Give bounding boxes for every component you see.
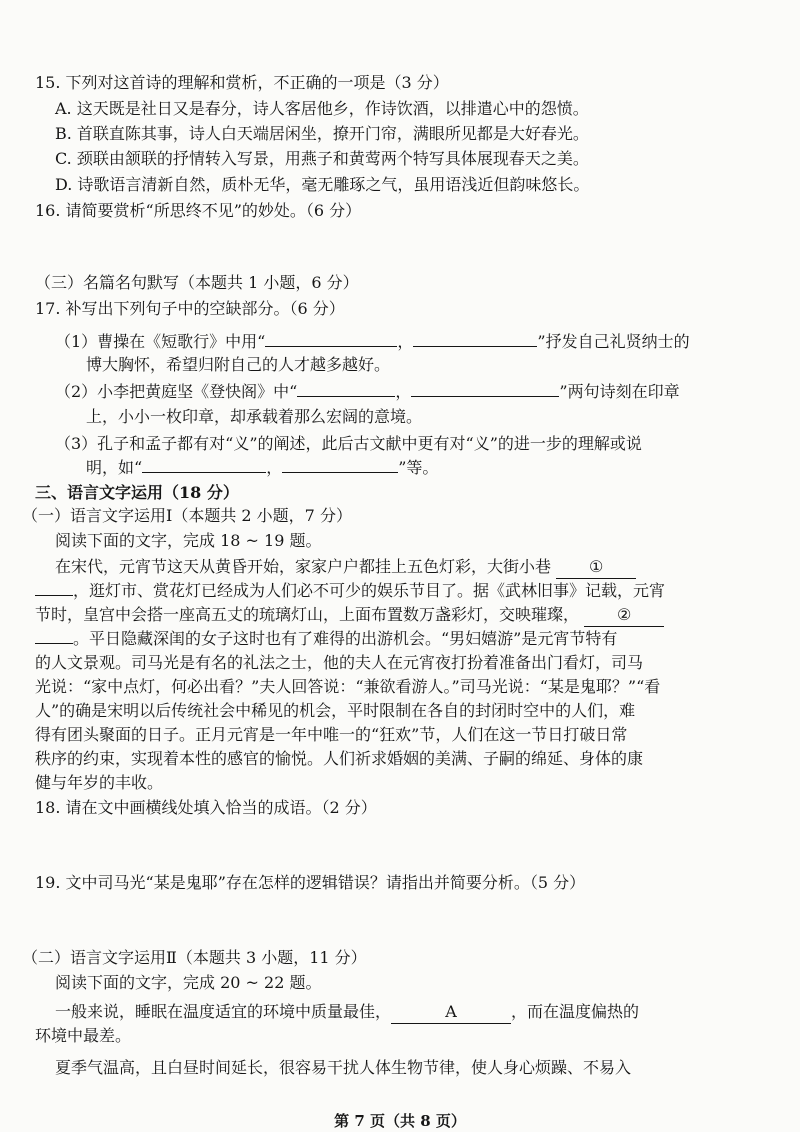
passage-text: 节时，皇宫中会搭一座高五丈的琉璃灯山，上面布置数万盏彩灯，交映璀璨， (35, 605, 580, 624)
passage-text: 一般来说，睡眠在温度适宜的环境中质量最佳， (55, 1002, 392, 1021)
q15-option-b: B. 首联直陈其事，诗人白天端居闲坐，撩开门帘，满眼所见都是大好春光。 (55, 124, 589, 143)
q17-sentence-2-line-1 (55, 381, 680, 403)
sub-section-2-instruction: 阅读下面的文字，完成 20 ~ 22 题。 (55, 973, 322, 992)
passage-2-line-2: 环境中最差。 (35, 1026, 132, 1045)
blank-a[interactable]: A (391, 1001, 511, 1024)
blank-marker-1: ① (556, 556, 636, 579)
passage-text: ，而在温度偏热的 (511, 1002, 640, 1021)
sub-section-2-heading: （二）语言文字运用Ⅱ（本题共 3 小题，11 分） (22, 948, 367, 967)
answer-blank[interactable] (411, 381, 559, 397)
q18-stem: 18. 请在文中画横线处填入恰当的成语。（2 分） (35, 798, 377, 817)
q17-s3-prefix: 明，如“ (86, 458, 143, 477)
passage-2-line-1 (55, 1001, 639, 1023)
passage-line-6: 光说：“家中点灯，何必出看？”夫人回答说：“兼欲看游人。”司马光说：“某是鬼耶？”“看 (35, 677, 661, 696)
answer-blank[interactable] (265, 331, 397, 347)
answer-blank[interactable] (35, 580, 73, 596)
section-famous-lines-heading: （三）名篇名句默写（本题共 1 小题，6 分） (35, 273, 359, 292)
answer-blank[interactable] (35, 628, 73, 644)
comma: ， (397, 332, 414, 351)
q17-stem: 17. 补写出下列句子中的空缺部分。（6 分） (35, 299, 345, 318)
q17-s1-suffix: ”抒发自己礼贤纳士的 (537, 332, 690, 351)
q17-s2-prefix: （2）小李把黄庭坚《登快阁》中“ (55, 382, 298, 401)
sub-section-1-instruction: 阅读下面的文字，完成 18 ~ 19 题。 (55, 531, 322, 550)
page-number: 第 7 页（共 8 页） (334, 1112, 466, 1130)
q16-stem: 16. 请简要赏析“所思终不见”的妙处。（6 分） (35, 201, 362, 220)
passage-line-5: 的人文景观。司马光是有名的礼法之士，他的夫人在元宵夜打扮着准备出门看灯，司马 (35, 653, 644, 672)
q15-option-a: A. 这天既是社日又是春分，诗人客居他乡，作诗饮酒，以排遣心中的怨愤。 (55, 99, 589, 118)
passage-line-8: 得有团头聚面的日子。正月元宵是一年中唯一的“狂欢”节，人们在这一节日打破日常 (35, 725, 628, 744)
blank-marker-2: ② (584, 604, 664, 627)
passage-line-2 (35, 580, 665, 602)
comma: ， (395, 382, 412, 401)
passage-line-4 (35, 628, 617, 650)
sub-section-1-heading: （一）语言文字运用Ⅰ（本题共 2 小题，7 分） (22, 506, 352, 525)
passage-line-3 (35, 604, 664, 626)
q17-sentence-1-line-1 (55, 331, 690, 353)
passage-text: 。平日隐藏深闺的女子这时也有了难得的出游机会。“男妇嬉游”是元宵节特有 (73, 629, 618, 648)
passage-2-line-3: 夏季气温高，且白昼时间延长，很容易干扰人体生物节律，使人身心烦躁、不易入 (55, 1058, 632, 1077)
q15-option-c: C. 颈联由颔联的抒情转入写景，用燕子和黄莺两个特写具体展现春天之美。 (55, 149, 589, 168)
answer-blank[interactable] (282, 457, 398, 473)
q17-sentence-2-line-2: 上，小小一枚印章，却承载着那么宏阔的意境。 (86, 407, 423, 426)
answer-blank[interactable] (413, 331, 537, 347)
answer-blank[interactable] (142, 457, 266, 473)
q17-sentence-3-line-2 (86, 457, 438, 479)
passage-line-10: 健与年岁的丰收。 (35, 773, 164, 792)
q17-sentence-1-line-2: 博大胸怀，希望归附自己的人才越多越好。 (86, 355, 391, 374)
answer-blank[interactable] (297, 381, 395, 397)
q17-sentence-3-line-1: （3）孔子和孟子都有对“义”的阐述，此后古文献中更有对“义”的进一步的理解或说 (55, 434, 642, 453)
passage-line-7: 人”的确是宋明以后传统社会中稀见的机会，平时限制在各自的封闭时空中的人们，难 (35, 701, 636, 720)
passage-text: ，逛灯市、赏花灯已经成为人们必不可少的娱乐节目了。据《武林旧事》记载，元宵 (73, 581, 666, 600)
part-language-use-heading: 三、语言文字运用（18 分） (35, 483, 239, 502)
q17-s1-prefix: （1）曹操在《短歌行》中用“ (55, 332, 266, 351)
passage-text: 在宋代，元宵节这天从黄昏开始，家家户户都挂上五色灯彩，大街小巷 (55, 557, 552, 576)
comma: ， (266, 458, 283, 477)
q17-s3-suffix: ”等。 (398, 458, 439, 477)
q17-s2-suffix: ”两句诗刻在印章 (559, 382, 680, 401)
passage-line-9: 秩序的约束，实现着本性的感官的愉悦。人们祈求婚姻的美满、子嗣的绵延、身体的康 (35, 749, 644, 768)
q15-stem: 15. 下列对这首诗的理解和赏析，不正确的一项是（3 分） (35, 73, 449, 92)
passage-line-1 (55, 556, 636, 578)
q15-option-d: D. 诗歌语言清新自然，质朴无华，毫无雕琢之气，虽用语浅近但韵味悠长。 (55, 175, 590, 194)
q19-stem: 19. 文中司马光“某是鬼耶”存在怎样的逻辑错误？请指出并简要分析。（5 分） (35, 873, 586, 892)
